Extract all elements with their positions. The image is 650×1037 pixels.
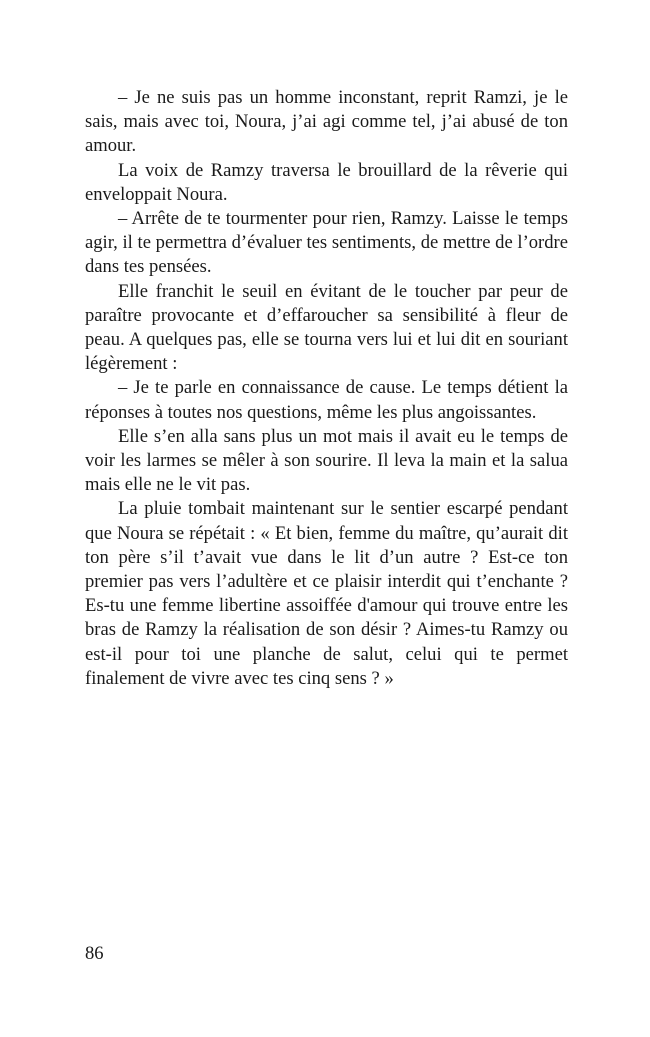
page-number: 86 (85, 943, 104, 964)
paragraph: La pluie tombait maintenant sur le sentier escarpé pendant que Noura se répétait : « Et bien, femme du maître, qu’aurait dit ton père s’il t’avait vue dans le lit d’un autre ? Est-ce ton premier pas vers l’adultère et ce plaisir interdit qui t’enchante ? Es-tu une femme libertine assoiffée d'amour qui trouve entre les bras de Ramzy la réalisation de son désir ? Aimes-tu Ramzy ou est-il pour toi une planche de salut, celui qui te permet finalement de vivre avec tes cinq sens ? » (85, 498, 568, 689)
paragraph: La voix de Ramzy traversa le brouillard de la rêverie qui enveloppait Noura. (85, 159, 568, 205)
paragraph: Elle franchit le seuil en évitant de le toucher par peur de paraître provocante et d’effaroucher sa sensibilité à fleur de peau. A quelques pas, elle se tourna vers lui et lui dit en souriant légèrement : (85, 280, 568, 375)
paragraph: – Arrête de te tourmenter pour rien, Ramzy. Laisse le temps agir, il te permettra d’évaluer tes sentiments, de mettre de l’ordre dans tes pensées. (85, 208, 568, 278)
body-text (85, 86, 568, 691)
paragraph: – Je ne suis pas un homme inconstant, reprit Ramzi, je le sais, mais avec toi, Noura, j’ai agi comme tel, j’ai abusé de ton amour. (85, 87, 568, 157)
paragraph: Elle s’en alla sans plus un mot mais il avait eu le temps de voir les larmes se mêler à son sourire. Il leva la main et la salua mais elle ne le vit pas. (85, 425, 568, 496)
paragraph: – Je te parle en connaissance de cause. Le temps détient la réponses à toutes nos questions, même les plus angoissantes. (85, 377, 568, 423)
